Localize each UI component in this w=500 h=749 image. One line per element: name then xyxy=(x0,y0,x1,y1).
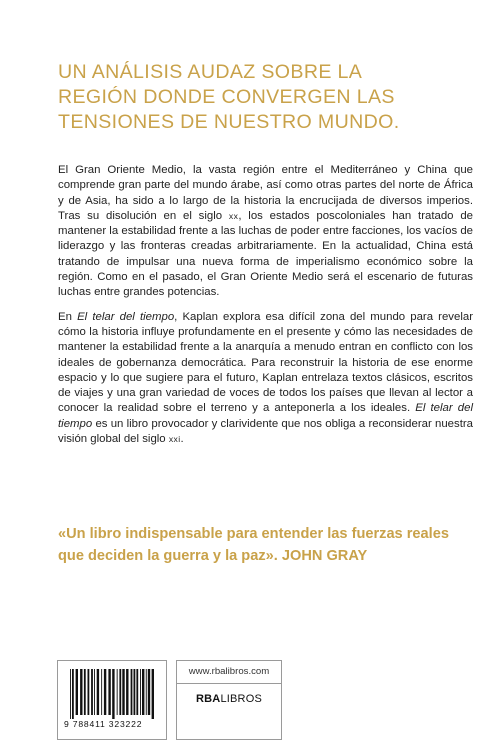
text-span: es un libro provocador y clarividente que nos obliga a reconsiderar nuestra visión global del siglo xyxy=(58,417,473,446)
barcode-bar xyxy=(131,669,133,715)
barcode-bar xyxy=(101,669,102,715)
divider xyxy=(177,683,281,684)
synopsis-paragraph-2 xyxy=(58,310,473,448)
barcode-bar xyxy=(117,669,118,715)
publisher-box xyxy=(176,660,282,740)
barcode-bar xyxy=(94,669,95,715)
barcode-bar xyxy=(119,669,121,715)
text-span: , los estados poscoloniales han tratado de mantener la estabilidad frente a las luchas de poder entre facciones, los vacíos de liderazgo y las fronteras creadas arbitrariamente. En la actualidad, China está tratando de impulsar una nueva forma de imperialismo económico sobre la región. Como en el pasado, el Gran Oriente Medio será el escenario de futuras luchas entre grandes potencias. xyxy=(58,209,473,299)
synopsis xyxy=(58,163,473,447)
barcode-bar xyxy=(108,669,110,715)
barcode-bar xyxy=(142,669,144,715)
barcode-bar xyxy=(104,669,106,715)
headline-line: REGIÓN DONDE CONVERGEN LAS xyxy=(58,86,395,108)
quote-line: que deciden la guerra y la paz». JOHN GRAY xyxy=(58,548,368,564)
barcode-bar xyxy=(97,669,99,715)
barcode-bar xyxy=(152,669,154,719)
barcode-bar xyxy=(72,669,74,719)
isbn-barcode xyxy=(57,660,167,740)
century-numeral: xxi xyxy=(168,434,181,445)
barcode-bar xyxy=(140,669,141,715)
text-span: En xyxy=(58,310,78,323)
barcode-bar xyxy=(122,669,124,715)
century-numeral: xx xyxy=(228,210,239,221)
barcode-bar xyxy=(112,669,114,719)
quote-line: «Un libro indispensable para entender las fuerzas reales xyxy=(58,526,449,542)
barcode-bar xyxy=(80,669,82,715)
publisher-logo xyxy=(177,693,281,705)
text-span: . xyxy=(180,433,184,446)
synopsis-paragraph-1 xyxy=(58,163,473,301)
barcode-graphic xyxy=(70,669,154,719)
barcode-bar xyxy=(76,669,78,715)
review-quote xyxy=(58,523,488,567)
barcode-bar xyxy=(146,669,147,715)
isbn-digits: 9 788411 323222 xyxy=(64,719,143,729)
book-title: El telar del tiempo xyxy=(58,402,473,430)
barcode-bar xyxy=(84,669,86,715)
text-span: , Kaplan explora esa difícil zona del mundo para revelar cómo la historia influye profundamente en el presente y cómo las necesidades de mantener la estabilidad frente a la anarquía a menudo entran en conflicto con los ideales de gobernanza democrática. Para reconstruir la historia de ese enorme espacio y lo que sugiere para el futuro, Kaplan entrelaza textos clásicos, escritos de viajes y una gran variedad de voces de todos los países que llevan al lector a conocer la realidad sobre el terreno y a anteponerla a los ideales. xyxy=(58,310,473,415)
text-span: El Gran Oriente Medio, la vasta región entre el Mediterráneo y China que comprende gran parte del mundo árabe, así como otras partes del norte de África y de Asia, ha sido a lo largo de la historia la encrucijada de diversos imperios. Tras su disolución en el siglo xyxy=(58,164,473,222)
publisher-website: www.rbalibros.com xyxy=(188,666,270,677)
logo-light-part: LIBROS xyxy=(220,693,262,705)
barcode-bar xyxy=(148,669,150,715)
barcode-bar xyxy=(126,669,128,715)
barcode-bar xyxy=(136,669,138,715)
book-title: El telar del tiempo xyxy=(77,310,175,323)
headline xyxy=(58,60,478,135)
logo-bold-part: RBA xyxy=(196,693,221,705)
barcode-bar xyxy=(70,669,71,719)
headline-line: UN ANÁLISIS AUDAZ SOBRE LA xyxy=(58,61,363,83)
barcode-bar xyxy=(91,669,93,715)
barcode-bar xyxy=(88,669,90,715)
headline-line: TENSIONES DE NUESTRO MUNDO. xyxy=(58,111,400,133)
barcode-bar xyxy=(134,669,136,715)
